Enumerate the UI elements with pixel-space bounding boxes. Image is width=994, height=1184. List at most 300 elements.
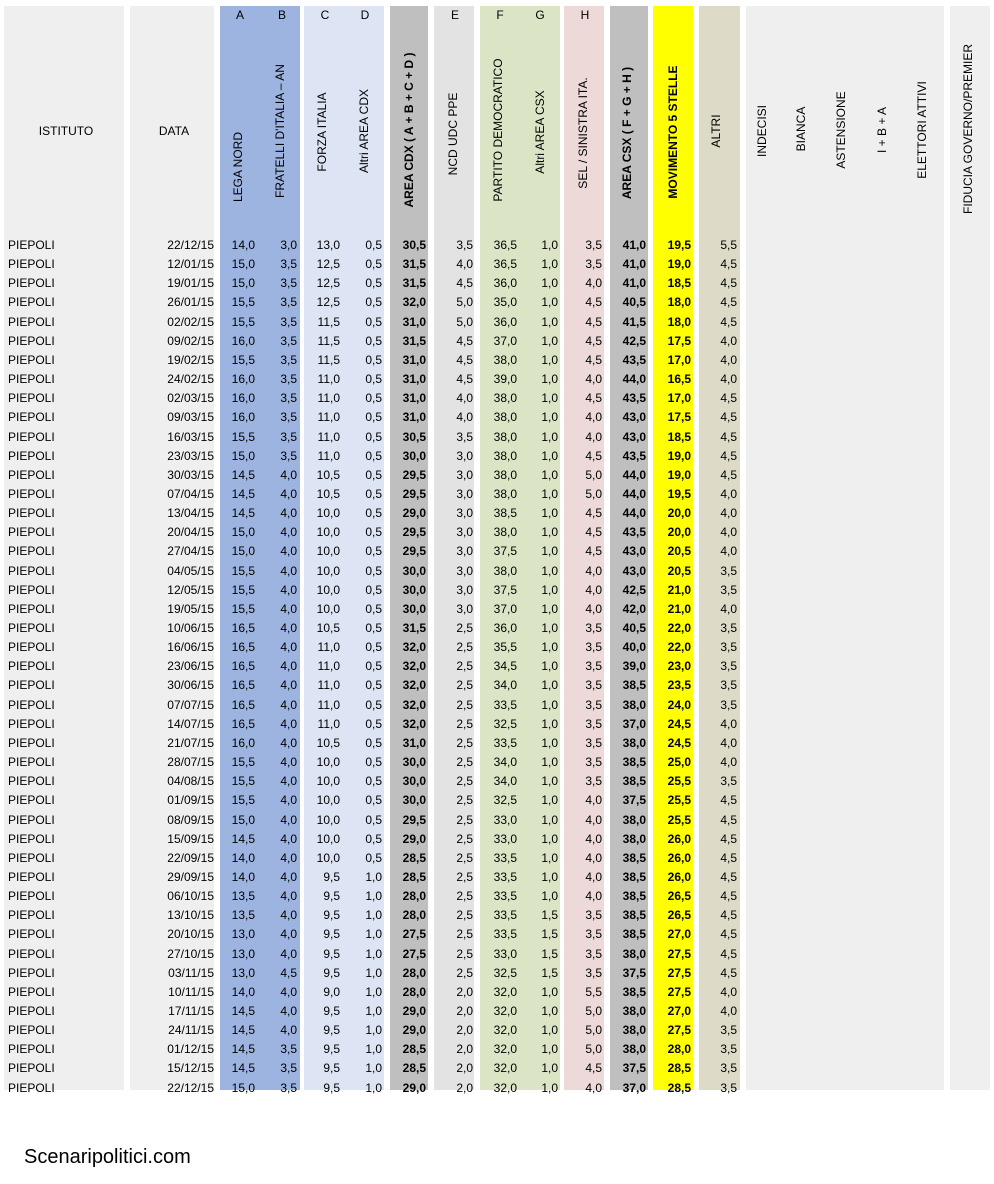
cell-area-cdx: 28,5	[402, 1061, 426, 1076]
cell-ncd: 2,0	[456, 1080, 473, 1095]
cell-area-csx: 38,5	[622, 908, 646, 923]
cell-area-csx: 41,0	[622, 276, 646, 291]
cell-date: 03/11/15	[168, 965, 214, 980]
cell-altri-cdx: 0,5	[365, 352, 382, 367]
cell-m5s: 19,0	[667, 257, 691, 272]
cell-fratelli-italia: 4,5	[280, 965, 297, 980]
cell-altri-csx: 1,0	[541, 333, 558, 348]
cell-date: 27/04/15	[167, 544, 214, 559]
cell-fratelli-italia: 4,0	[280, 716, 297, 731]
cell-lega-nord: 13,0	[231, 965, 255, 980]
cell-pd: 33,5	[493, 908, 517, 923]
cell-pd: 39,0	[493, 372, 517, 387]
cell-area-csx: 38,0	[622, 1004, 646, 1018]
cell-istituto: PIEPOLI	[8, 735, 55, 750]
cell-altri-csx: 1,0	[541, 525, 558, 540]
cell-sel: 4,0	[585, 276, 602, 291]
cell-altri-csx: 1,0	[541, 812, 558, 827]
cell-lega-nord: 14,5	[231, 1023, 255, 1038]
cell-pd: 35,5	[493, 640, 517, 655]
cell-area-cdx: 28,0	[402, 889, 426, 904]
cell-ncd: 2,5	[456, 659, 473, 674]
cell-forza-italia: 10,5	[316, 735, 340, 750]
cell-area-csx: 41,0	[622, 257, 646, 272]
cell-ncd: 3,0	[456, 486, 473, 501]
cell-lega-nord: 14,0	[231, 869, 255, 884]
cell-forza-italia: 10,0	[316, 755, 340, 770]
cell-altri-cdx: 0,5	[365, 735, 382, 750]
column-letter-h: H	[580, 8, 590, 22]
cell-m5s: 19,0	[667, 467, 691, 482]
cell-ncd: 2,5	[456, 850, 473, 865]
cell-altri: 4,5	[720, 946, 737, 961]
cell-altri: 3,5	[720, 582, 737, 597]
cell-area-cdx: 31,0	[402, 410, 426, 425]
cell-sel: 3,5	[585, 946, 602, 961]
cell-fratelli-italia: 4,0	[280, 697, 297, 712]
footer-source: Scenaripolitici.com	[24, 1146, 191, 1168]
cell-m5s: 25,0	[667, 755, 691, 770]
cell-m5s: 27,0	[667, 1004, 691, 1018]
cell-lega-nord: 16,0	[231, 372, 255, 387]
cell-altri-cdx: 1,0	[365, 984, 382, 999]
cell-area-cdx: 30,0	[402, 774, 426, 789]
cell-lega-nord: 16,0	[231, 735, 255, 750]
cell-sel: 4,0	[585, 793, 602, 808]
cell-altri-csx: 1,0	[541, 1023, 558, 1038]
cell-pd: 36,0	[493, 621, 517, 635]
cell-lega-nord: 14,5	[231, 467, 255, 482]
cell-area-csx: 40,5	[622, 295, 646, 310]
cell-area-csx: 41,5	[622, 314, 646, 329]
cell-date: 14/07/15	[167, 716, 214, 731]
cell-altri-cdx: 0,5	[365, 448, 382, 463]
cell-area-csx: 40,0	[622, 640, 646, 655]
cell-m5s: 18,5	[667, 276, 691, 291]
cell-m5s: 26,0	[667, 831, 691, 846]
cell-lega-nord: 15,5	[231, 601, 255, 616]
cell-forza-italia: 10,0	[316, 544, 340, 559]
cell-pd: 33,5	[493, 735, 517, 750]
cell-forza-italia: 10,0	[316, 812, 340, 827]
cell-forza-italia: 9,5	[323, 1061, 340, 1076]
cell-altri-csx: 1,0	[541, 697, 558, 712]
cell-m5s: 28,5	[667, 1061, 691, 1076]
cell-altri: 3,5	[720, 563, 737, 578]
cell-altri-cdx: 0,5	[365, 621, 382, 635]
cell-m5s: 17,5	[667, 333, 691, 348]
cell-sel: 3,5	[585, 927, 602, 942]
cell-ncd: 2,5	[456, 678, 473, 693]
cell-date: 28/07/15	[167, 755, 214, 770]
cell-istituto: PIEPOLI	[8, 1061, 55, 1076]
cell-area-csx: 38,0	[622, 1042, 646, 1057]
cell-altri: 3,5	[720, 640, 737, 655]
cell-m5s: 20,5	[667, 563, 691, 578]
cell-altri-cdx: 1,0	[365, 1004, 382, 1018]
cell-sel: 4,5	[585, 295, 602, 310]
cell-area-csx: 38,5	[622, 774, 646, 789]
cell-forza-italia: 10,0	[316, 601, 340, 616]
cell-altri-cdx: 0,5	[365, 601, 382, 616]
cell-area-csx: 44,0	[622, 506, 646, 521]
cell-fratelli-italia: 4,0	[280, 774, 297, 789]
cell-forza-italia: 11,0	[317, 678, 340, 693]
cell-altri-csx: 1,0	[541, 889, 558, 904]
cell-area-cdx: 31,0	[402, 372, 426, 387]
cell-fratelli-italia: 4,0	[280, 869, 297, 884]
cell-altri-csx: 1,0	[541, 755, 558, 770]
cell-area-cdx: 30,5	[402, 429, 426, 444]
cell-lega-nord: 15,5	[231, 582, 255, 597]
cell-date: 16/03/15	[167, 429, 214, 444]
cell-area-csx: 37,0	[622, 716, 646, 731]
cell-area-csx: 38,0	[622, 946, 646, 961]
cell-forza-italia: 9,5	[323, 946, 340, 961]
cell-istituto: PIEPOLI	[8, 1042, 55, 1057]
cell-pd: 33,5	[493, 927, 517, 942]
cell-date: 09/02/15	[167, 333, 214, 348]
cell-forza-italia: 11,5	[317, 333, 340, 348]
cell-fratelli-italia: 3,0	[280, 238, 297, 252]
cell-ncd: 2,0	[456, 1061, 473, 1076]
cell-ncd: 2,5	[456, 908, 473, 923]
cell-date: 02/02/15	[167, 314, 214, 329]
cell-area-cdx: 32,0	[402, 678, 426, 693]
cell-area-cdx: 30,0	[402, 755, 426, 770]
cell-lega-nord: 14,5	[231, 1042, 255, 1057]
cell-pd: 32,0	[493, 984, 517, 999]
cell-sel: 3,5	[585, 659, 602, 674]
cell-area-cdx: 30,0	[402, 448, 426, 463]
cell-sel: 3,5	[585, 257, 602, 272]
cell-forza-italia: 13,0	[316, 238, 340, 252]
cell-fratelli-italia: 3,5	[280, 448, 297, 463]
cell-m5s: 19,5	[667, 486, 691, 501]
cell-altri-csx: 1,0	[541, 448, 558, 463]
cell-m5s: 26,0	[667, 850, 691, 865]
cell-altri-csx: 1,0	[541, 563, 558, 578]
cell-altri-csx: 1,0	[541, 1080, 558, 1095]
cell-ncd: 3,0	[456, 506, 473, 521]
cell-area-csx: 38,0	[622, 735, 646, 750]
cell-sel: 4,0	[585, 582, 602, 597]
cell-altri: 4,5	[720, 831, 737, 846]
cell-area-csx: 43,0	[622, 429, 646, 444]
cell-altri-cdx: 0,5	[365, 812, 382, 827]
cell-area-cdx: 29,5	[402, 544, 426, 559]
cell-istituto: PIEPOLI	[8, 563, 55, 578]
cell-altri-csx: 1,5	[541, 946, 558, 961]
cell-area-csx: 43,5	[622, 352, 646, 367]
cell-date: 26/01/15	[167, 295, 214, 310]
cell-istituto: PIEPOLI	[8, 1004, 55, 1018]
cell-sel: 4,5	[585, 448, 602, 463]
cell-pd: 36,5	[493, 257, 517, 272]
cell-lega-nord: 16,5	[231, 678, 255, 693]
cell-area-cdx: 28,0	[402, 908, 426, 923]
cell-date: 15/12/15	[167, 1061, 214, 1076]
cell-forza-italia: 9,5	[323, 908, 340, 923]
header-fiducia: FIDUCIA GOVERNO/PREMIER	[961, 43, 975, 215]
cell-ncd: 3,5	[456, 238, 473, 252]
cell-fratelli-italia: 3,5	[280, 257, 297, 272]
cell-altri-csx: 1,0	[541, 601, 558, 616]
cell-sel: 5,0	[585, 467, 602, 482]
cell-istituto: PIEPOLI	[8, 793, 55, 808]
cell-altri: 5,5	[720, 238, 737, 252]
cell-istituto: PIEPOLI	[8, 448, 55, 463]
cell-altri-csx: 1,0	[541, 1042, 558, 1057]
cell-forza-italia: 9,5	[323, 965, 340, 980]
cell-altri-csx: 1,0	[541, 238, 558, 252]
cell-area-cdx: 31,5	[402, 276, 426, 291]
cell-istituto: PIEPOLI	[8, 946, 55, 961]
cell-m5s: 17,0	[667, 391, 691, 406]
cell-forza-italia: 11,5	[317, 314, 340, 329]
cell-date: 16/06/15	[167, 640, 214, 655]
cell-date: 06/10/15	[167, 889, 214, 904]
cell-altri-csx: 1,0	[541, 467, 558, 482]
cell-altri-cdx: 1,0	[365, 965, 382, 980]
cell-area-cdx: 32,0	[402, 295, 426, 310]
cell-altri-csx: 1,0	[541, 410, 558, 425]
column-letter-f: F	[496, 8, 504, 22]
cell-altri-cdx: 0,5	[365, 429, 382, 444]
cell-forza-italia: 11,0	[317, 697, 340, 712]
header-elettori-attivi: ELETTORI ATTIVI	[915, 81, 929, 179]
cell-area-csx: 38,5	[622, 889, 646, 904]
cell-forza-italia: 9,5	[323, 1004, 340, 1018]
cell-pd: 38,0	[493, 410, 517, 425]
cell-altri: 4,5	[720, 295, 737, 310]
cell-date: 20/04/15	[167, 525, 214, 540]
cell-sel: 4,5	[585, 525, 602, 540]
cell-sel: 4,5	[585, 506, 602, 521]
cell-altri-cdx: 0,5	[365, 486, 382, 501]
cell-area-cdx: 29,5	[402, 486, 426, 501]
cell-istituto: PIEPOLI	[8, 601, 55, 616]
cell-istituto: PIEPOLI	[8, 716, 55, 731]
cell-area-cdx: 29,0	[402, 1023, 426, 1038]
cell-altri-csx: 1,0	[541, 984, 558, 999]
cell-area-cdx: 31,0	[402, 391, 426, 406]
cell-altri-cdx: 0,5	[365, 850, 382, 865]
cell-area-cdx: 29,5	[402, 812, 426, 827]
cell-area-cdx: 28,5	[402, 869, 426, 884]
cell-fratelli-italia: 4,0	[280, 563, 297, 578]
cell-area-cdx: 32,0	[402, 716, 426, 731]
cell-sel: 4,5	[585, 333, 602, 348]
cell-istituto: PIEPOLI	[8, 582, 55, 597]
cell-pd: 34,5	[493, 659, 517, 674]
cell-m5s: 17,0	[667, 352, 691, 367]
cell-date: 24/02/15	[167, 372, 214, 387]
cell-area-csx: 37,5	[622, 1061, 646, 1076]
cell-area-csx: 39,0	[622, 659, 646, 674]
cell-m5s: 26,5	[667, 908, 691, 923]
cell-altri-cdx: 0,5	[365, 831, 382, 846]
cell-area-csx: 37,5	[622, 793, 646, 808]
cell-pd: 36,0	[493, 314, 517, 329]
cell-date: 12/05/15	[167, 582, 214, 597]
cell-area-csx: 38,5	[622, 755, 646, 770]
header-area-cdx: AREA CDX ( A + B + C + D )	[402, 52, 416, 208]
cell-ncd: 3,0	[456, 601, 473, 616]
cell-m5s: 27,5	[667, 1023, 691, 1038]
cell-lega-nord: 16,5	[231, 716, 255, 731]
cell-istituto: PIEPOLI	[8, 965, 55, 980]
cell-altri: 4,0	[720, 716, 737, 731]
cell-date: 09/03/15	[167, 410, 214, 425]
cell-forza-italia: 10,0	[316, 563, 340, 578]
cell-altri-cdx: 0,5	[365, 793, 382, 808]
cell-pd: 33,5	[493, 850, 517, 865]
cell-sel: 3,5	[585, 697, 602, 712]
cell-m5s: 23,0	[667, 659, 691, 674]
cell-sel: 4,0	[585, 869, 602, 884]
cell-sel: 3,5	[585, 774, 602, 789]
cell-area-csx: 43,0	[622, 544, 646, 559]
cell-sel: 3,5	[585, 678, 602, 693]
header-area-csx: AREA CSX ( F + G + H )	[620, 66, 634, 200]
cell-lega-nord: 15,0	[231, 812, 255, 827]
cell-fratelli-italia: 4,0	[280, 850, 297, 865]
cell-m5s: 23,5	[667, 678, 691, 693]
cell-area-csx: 38,5	[622, 850, 646, 865]
header-i-b-a: I + B + A	[875, 106, 889, 154]
cell-area-cdx: 31,5	[402, 333, 426, 348]
cell-pd: 32,0	[493, 1061, 517, 1076]
cell-ncd: 2,5	[456, 774, 473, 789]
cell-area-cdx: 29,0	[402, 506, 426, 521]
cell-sel: 3,5	[585, 640, 602, 655]
cell-ncd: 2,5	[456, 793, 473, 808]
cell-altri-cdx: 0,5	[365, 640, 382, 655]
header-m5s: MOVIMENTO 5 STELLE	[666, 65, 680, 199]
cell-lega-nord: 14,5	[231, 1061, 255, 1076]
cell-istituto: PIEPOLI	[8, 889, 55, 904]
cell-m5s: 25,5	[667, 774, 691, 789]
cell-pd: 32,5	[493, 716, 517, 731]
cell-area-cdx: 29,5	[402, 525, 426, 540]
cell-pd: 32,0	[493, 1004, 517, 1018]
cell-ncd: 3,0	[456, 563, 473, 578]
cell-area-csx: 44,0	[622, 372, 646, 387]
cell-date: 30/03/15	[167, 467, 214, 482]
cell-area-cdx: 29,0	[402, 1004, 426, 1018]
cell-altri: 4,0	[720, 1004, 737, 1018]
cell-date: 10/11/15	[168, 984, 214, 999]
cell-pd: 38,5	[493, 506, 517, 521]
header-forza-italia: FORZA ITALIA	[315, 92, 329, 172]
header-data: DATA	[158, 124, 190, 138]
cell-date: 17/11/15	[168, 1004, 214, 1018]
cell-altri-csx: 1,0	[541, 295, 558, 310]
cell-fratelli-italia: 3,5	[280, 429, 297, 444]
cell-lega-nord: 14,0	[231, 984, 255, 999]
cell-altri: 3,5	[720, 1042, 737, 1057]
cell-altri-cdx: 1,0	[365, 908, 382, 923]
cell-forza-italia: 12,5	[316, 257, 340, 272]
cell-fratelli-italia: 4,0	[280, 640, 297, 655]
cell-sel: 4,5	[585, 391, 602, 406]
cell-area-csx: 43,5	[622, 525, 646, 540]
cell-lega-nord: 15,0	[231, 257, 255, 272]
cell-m5s: 17,5	[667, 410, 691, 425]
cell-area-csx: 38,5	[622, 984, 646, 999]
cell-pd: 37,5	[493, 582, 517, 597]
cell-altri: 3,5	[720, 697, 737, 712]
cell-altri-cdx: 1,0	[365, 889, 382, 904]
cell-area-cdx: 32,0	[402, 697, 426, 712]
cell-fratelli-italia: 4,0	[280, 755, 297, 770]
cell-istituto: PIEPOLI	[8, 486, 55, 501]
cell-altri: 4,5	[720, 908, 737, 923]
cell-fratelli-italia: 3,5	[280, 1080, 297, 1095]
cell-istituto: PIEPOLI	[8, 774, 55, 789]
cell-altri-csx: 1,0	[541, 793, 558, 808]
cell-area-cdx: 30,0	[402, 563, 426, 578]
cell-date: 08/09/15	[167, 812, 214, 827]
cell-area-csx: 42,0	[622, 601, 646, 616]
cell-ncd: 3,0	[456, 582, 473, 597]
cell-sel: 4,0	[585, 563, 602, 578]
cell-area-csx: 44,0	[622, 486, 646, 501]
cell-sel: 4,0	[585, 812, 602, 827]
cell-m5s: 27,5	[667, 965, 691, 980]
cell-m5s: 18,0	[667, 314, 691, 329]
cell-ncd: 3,0	[456, 467, 473, 482]
cell-forza-italia: 11,0	[317, 659, 340, 674]
header-fratelli-italia: FRATELLI D'ITALIA – AN	[273, 64, 287, 198]
cell-date: 22/12/15	[167, 1080, 214, 1095]
cell-altri-cdx: 1,0	[365, 1023, 382, 1038]
cell-date: 22/12/15	[167, 238, 214, 252]
cell-m5s: 24,0	[667, 697, 691, 712]
cell-date: 19/02/15	[167, 352, 214, 367]
cell-area-csx: 38,0	[622, 812, 646, 827]
cell-sel: 4,0	[585, 831, 602, 846]
cell-altri-csx: 1,0	[541, 735, 558, 750]
cell-istituto: PIEPOLI	[8, 372, 55, 387]
cell-fratelli-italia: 4,0	[280, 544, 297, 559]
cell-area-csx: 40,5	[622, 621, 646, 635]
cell-ncd: 3,0	[456, 448, 473, 463]
cell-istituto: PIEPOLI	[8, 755, 55, 770]
cell-pd: 33,0	[493, 946, 517, 961]
cell-date: 04/08/15	[167, 774, 214, 789]
cell-date: 04/05/15	[167, 563, 214, 578]
column-letter-b: B	[277, 8, 286, 22]
cell-date: 07/04/15	[167, 486, 214, 501]
cell-altri-csx: 1,0	[541, 352, 558, 367]
header-pd: PARTITO DEMOCRATICO	[491, 58, 505, 202]
cell-ncd: 3,5	[456, 429, 473, 444]
cell-sel: 3,5	[585, 755, 602, 770]
cell-ncd: 2,5	[456, 621, 473, 635]
cell-istituto: PIEPOLI	[8, 621, 55, 635]
cell-ncd: 2,5	[456, 869, 473, 884]
cell-altri-csx: 1,0	[541, 716, 558, 731]
cell-istituto: PIEPOLI	[8, 429, 55, 444]
cell-ncd: 5,0	[456, 295, 473, 310]
header-ncd: NCD UDC PPE	[446, 92, 460, 176]
cell-ncd: 2,5	[456, 640, 473, 655]
cell-forza-italia: 10,0	[316, 525, 340, 540]
column-letter-e: E	[450, 8, 459, 22]
cell-altri-csx: 1,0	[541, 621, 558, 635]
